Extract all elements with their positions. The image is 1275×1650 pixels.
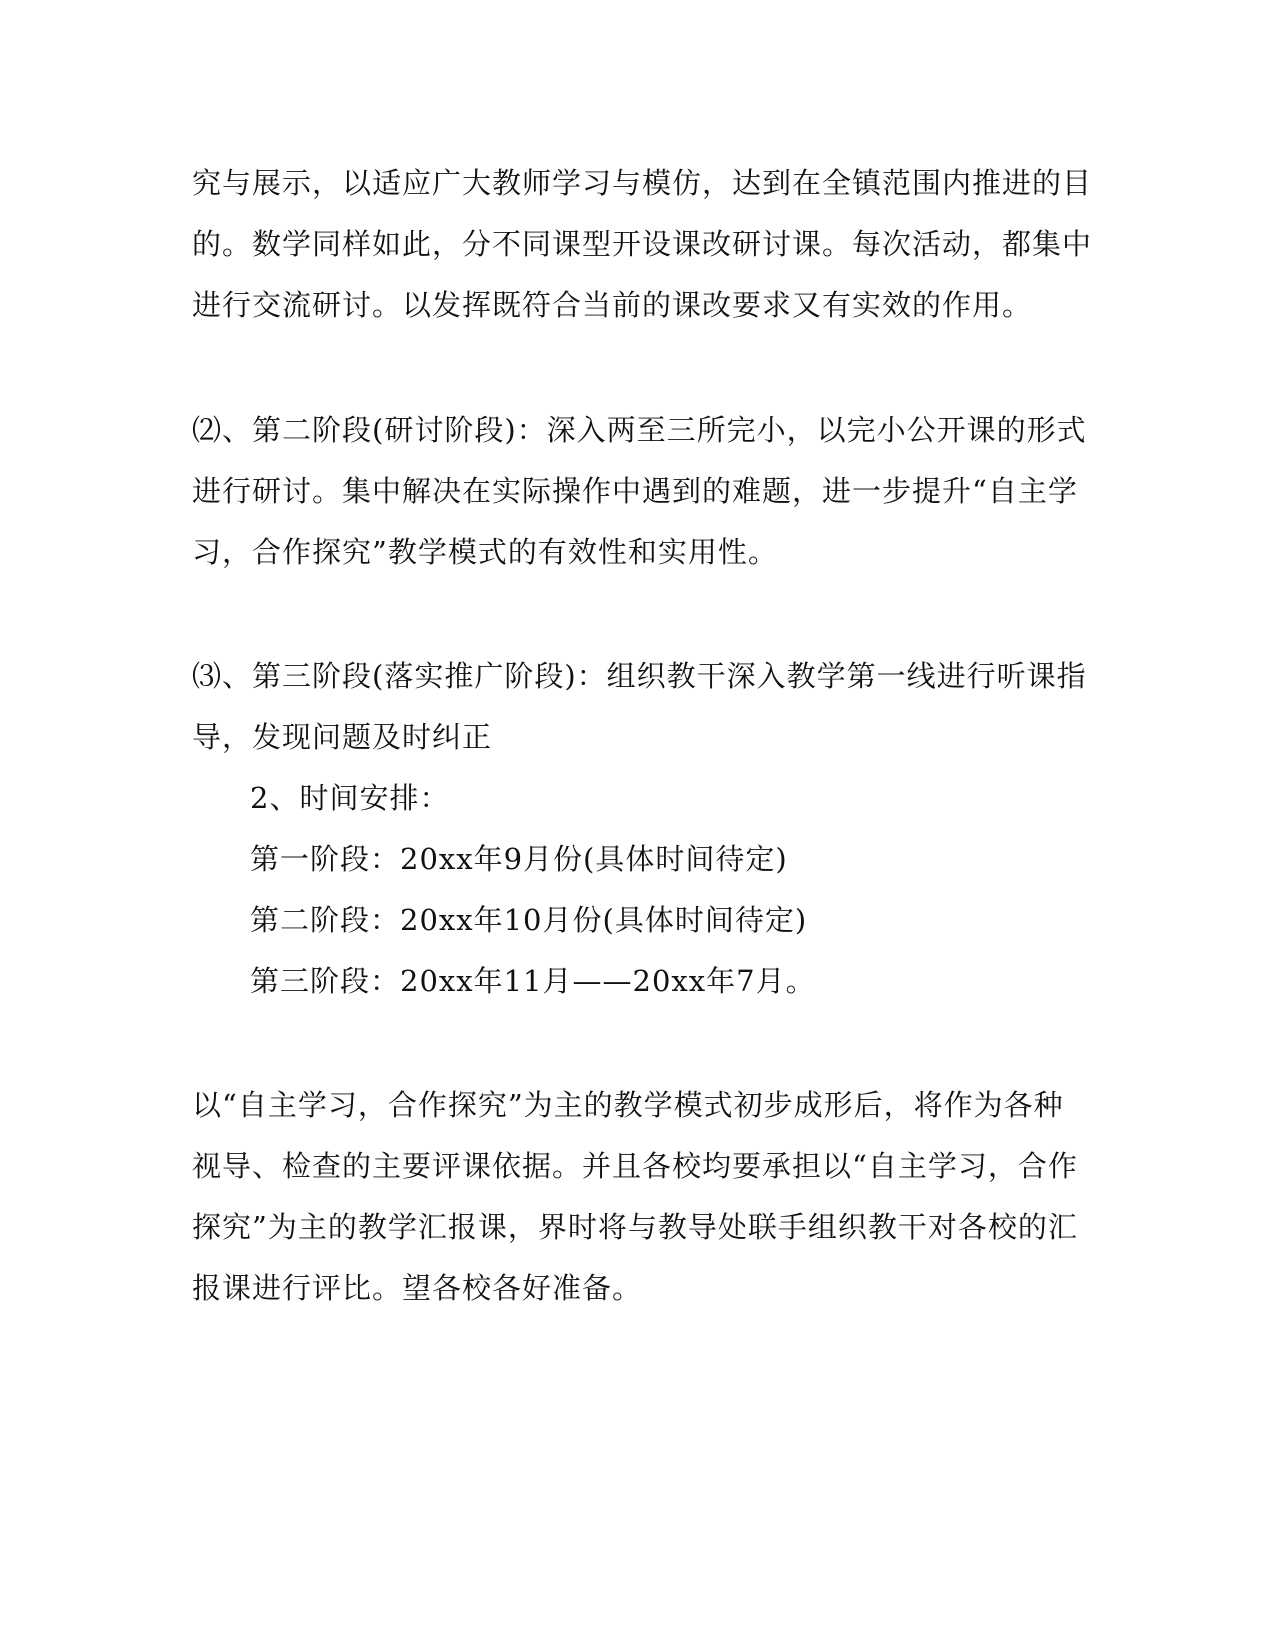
- paragraph-line: 导，发现问题及时纠正: [192, 720, 493, 754]
- paragraph-line: ⑶、第三阶段(落实推广阶段)：组织教干深入教学第一线进行听课指: [192, 659, 1087, 693]
- paragraph-line: 视导、检查的主要评课依据。并且各校均要承担以“自主学习，合作: [192, 1149, 1078, 1183]
- schedule-heading: 2、时间安排：: [250, 781, 450, 815]
- paragraph-line: ⑵、第二阶段(研讨阶段)：深入两至三所完小，以完小公开课的形式: [192, 413, 1087, 447]
- paragraph-line: 探究”为主的教学汇报课，界时将与教导处联手组织教干对各校的汇: [192, 1210, 1078, 1244]
- paragraph-line: 以“自主学习，合作探究”为主的教学模式初步成形后，将作为各种: [192, 1088, 1064, 1122]
- paragraph-line: 报课进行评比。望各校各好准备。: [192, 1271, 643, 1305]
- paragraph-line: 习，合作探究”教学模式的有效性和实用性。: [192, 535, 778, 569]
- schedule-item: 第一阶段：20xx年9月份(具体时间待定): [250, 842, 788, 876]
- paragraph-line: 进行研讨。集中解决在实际操作中遇到的难题，进一步提升“自主学: [192, 474, 1078, 508]
- paragraph-line: 进行交流研讨。以发挥既符合当前的课改要求又有实效的作用。: [192, 288, 1033, 322]
- paragraph-line: 究与展示，以适应广大教师学习与模仿，达到在全镇范围内推进的目: [192, 166, 1093, 200]
- schedule-item: 第二阶段：20xx年10月份(具体时间待定): [250, 903, 808, 937]
- schedule-item: 第三阶段：20xx年11月——20xx年7月。: [250, 964, 816, 998]
- paragraph-line: 的。数学同样如此，分不同课型开设课改研讨课。每次活动，都集中: [192, 227, 1093, 261]
